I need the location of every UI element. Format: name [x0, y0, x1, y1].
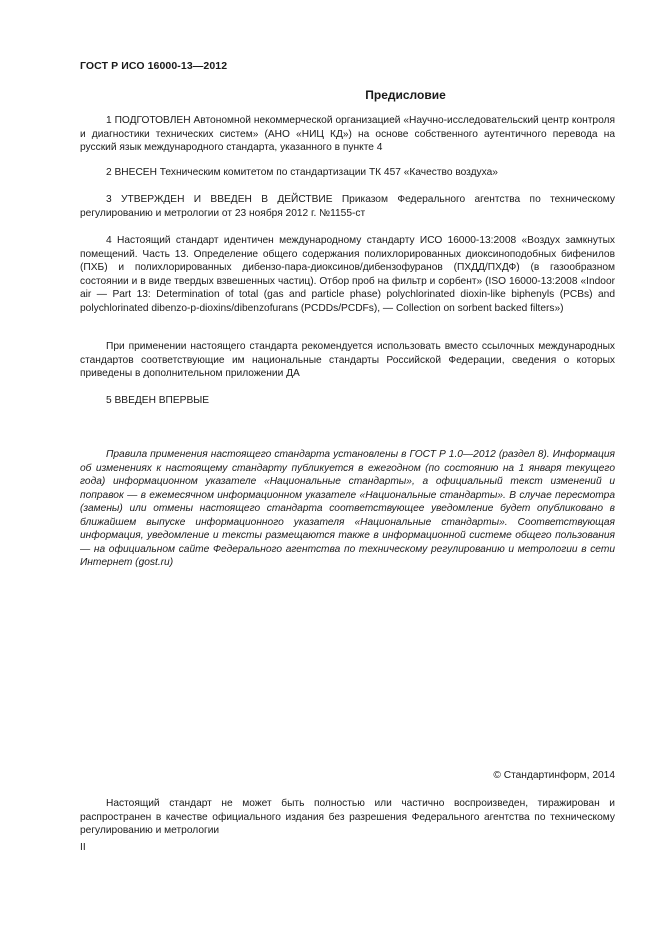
rules-notice-text: Правила применения настоящего стандарта установлены в ГОСТ Р 1.0—2012 (раздел 8). Информация об изменениях к настоящему стандарту публикуется в ежегодном (по состоянию на 1 января текущего года) информационном указателе «Национальные стандарты», а официальный текст изменений и поправок — в ежемесячном информационном указателе «Национальные стандарты». В случае пересмотра (замены) или отмены настоящего стандарта соответствующее уведомление будет опубликовано в ближайшем выпуске информационного указателя «Национальные стандарты». Соответствующая информация, уведомление и тексты размещаются также в информационной системе общего пользования — на официальном сайте Федерального агентства по техническому регулированию и метрологии в сети Интернет (gost.ru): [80, 449, 615, 568]
foreword-item-5: [80, 394, 615, 408]
page-number: II: [80, 842, 86, 853]
rules-notice: [80, 448, 615, 570]
foreword-item-text: При применении настоящего стандарта рекомендуется использовать вместо ссылочных международных стандартов соответствующие им национальные стандарты Российской Федерации, сведения о которых приведены в дополнительном приложении ДА: [80, 341, 615, 379]
foreword-item-text: 3 УТВЕРЖДЕН И ВВЕДЕН В ДЕЙСТВИЕ Приказом Федерального агентства по техническому регулированию и метрологии от 23 ноября 2012 г. №1155-ст: [80, 194, 615, 219]
foreword-item-text: 2 ВНЕСЕН Техническим комитетом по стандартизации ТК 457 «Качество воздуха»: [106, 167, 498, 178]
foreword-item-1: [80, 114, 615, 155]
foreword-item-4: [80, 234, 615, 315]
foreword-item-text: 5 ВВЕДЕН ВПЕРВЫЕ: [106, 395, 210, 406]
foreword-item-2: [80, 166, 615, 180]
section-title: Предисловие: [365, 88, 446, 102]
foreword-item-reference-note: [80, 340, 615, 381]
reproduction-notice: [80, 797, 615, 838]
foreword-item-3: [80, 193, 615, 220]
copyright: © Стандартинформ, 2014: [493, 770, 615, 781]
foreword-item-text: 1 ПОДГОТОВЛЕН Автономной некоммерческой организацией «Научно-исследовательский центр контроля и диагностики технических систем» (АНО «НИЦ КД») на основе собственного аутентичного перевода на русский язык международного стандарта, указанного в пункте 4: [80, 115, 615, 153]
reproduction-notice-text: Настоящий стандарт не может быть полностью или частично воспроизведен, тиражирован и распространен в качестве официального издания без разрешения Федерального агентства по техническому регулированию и метрологии: [80, 798, 615, 836]
standard-code: ГОСТ Р ИСО 16000-13—2012: [80, 60, 228, 72]
foreword-item-text: 4 Настоящий стандарт идентичен международному стандарту ИСО 16000-13:2008 «Воздух замкнутых помещений. Часть 13. Определение общего содержания полихлорированных диоксиноподобных бифенилов (ПХБ) и полихлорированных дибензо-пара-диоксинов/дибензофуранов (ПХДД/ПХДФ) (в газообразном состоянии и в виде твердых взвешенных частиц). Отбор проб на фильтр и сорбент» (ISO 16000-13:2008 «Indoor air — Part 13: Determination of total (gas and particle phase) polychlorinated dioxin-like biphenyls (PCBs) and polychlorinated dibenzo-p-dioxins/dibenzofurans (PCDDs/PCDFs), — Collection on sorbent backed filters»): [80, 235, 615, 314]
